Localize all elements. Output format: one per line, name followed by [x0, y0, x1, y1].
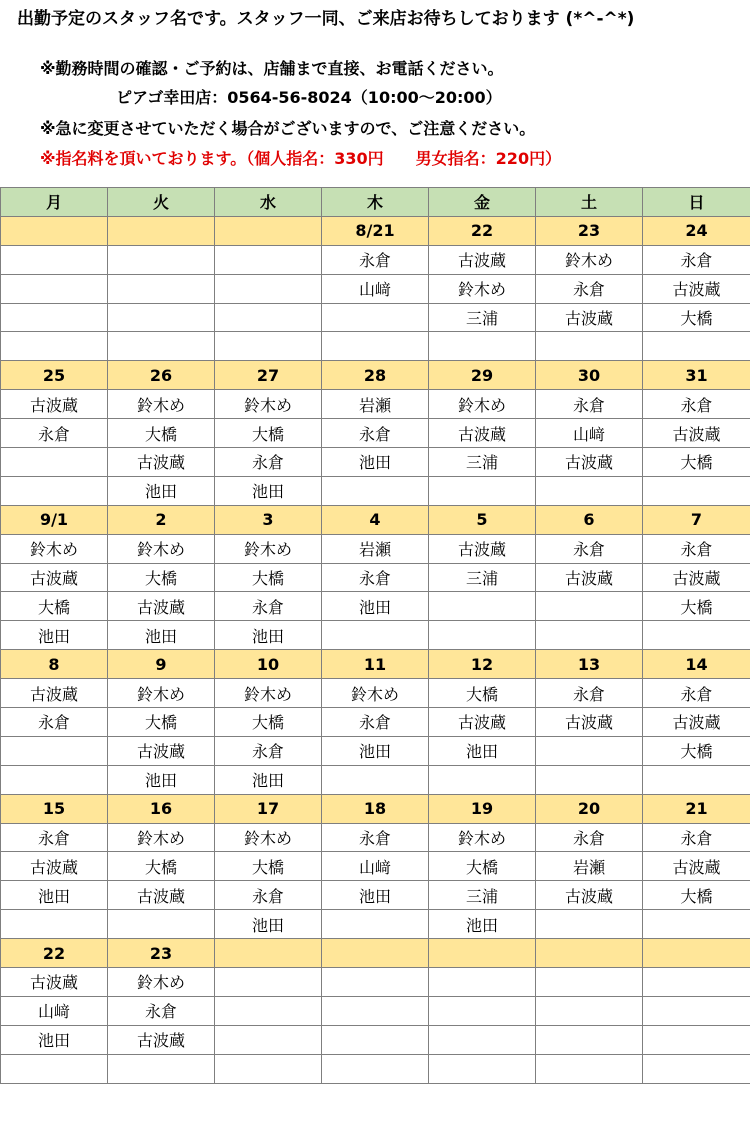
staff-cell: 大橋 [1, 592, 108, 621]
date-cell: 29 [429, 361, 536, 390]
staff-cell: 山﨑 [1, 996, 108, 1025]
date-cell: 9/1 [1, 505, 108, 534]
staff-row [1, 968, 750, 997]
staff-cell: 古波蔵 [536, 881, 643, 910]
staff-cell [536, 968, 643, 997]
staff-cell: 古波蔵 [1, 968, 108, 997]
staff-cell: 古波蔵 [643, 274, 750, 303]
staff-cell: 岩瀬 [536, 852, 643, 881]
weekday-header-cell: 日 [643, 188, 750, 217]
staff-cell [322, 303, 429, 332]
staff-cell [536, 996, 643, 1025]
staff-cell [643, 476, 750, 505]
staff-cell: 永倉 [536, 274, 643, 303]
staff-cell [536, 736, 643, 765]
date-cell: 9 [108, 650, 215, 679]
date-cell [108, 216, 215, 245]
weekday-header-cell: 火 [108, 188, 215, 217]
date-cell: 22 [429, 216, 536, 245]
weekday-header-cell: 木 [322, 188, 429, 217]
staff-cell: 永倉 [215, 881, 322, 910]
staff-cell: 古波蔵 [536, 448, 643, 477]
reservation-notice: ※勤務時間の確認・ご予約は、店舗まで直接、お電話ください。 [40, 59, 504, 78]
staff-cell: 大橋 [643, 592, 750, 621]
staff-cell: 岩瀬 [322, 390, 429, 419]
date-cell: 22 [1, 939, 108, 968]
staff-cell [536, 476, 643, 505]
staff-cell: 永倉 [215, 448, 322, 477]
staff-cell: 鈴木め [322, 679, 429, 708]
staff-cell: 大橋 [108, 563, 215, 592]
staff-cell [643, 968, 750, 997]
staff-cell: 鈴木め [108, 390, 215, 419]
date-cell: 13 [536, 650, 643, 679]
staff-cell [643, 1025, 750, 1054]
date-cell: 5 [429, 505, 536, 534]
weekday-header-cell: 金 [429, 188, 536, 217]
staff-cell: 永倉 [322, 823, 429, 852]
staff-cell: 大橋 [643, 303, 750, 332]
staff-row [1, 708, 750, 737]
staff-cell: 大橋 [215, 419, 322, 448]
staff-cell [322, 476, 429, 505]
staff-cell [429, 476, 536, 505]
staff-cell: 永倉 [1, 419, 108, 448]
date-row [1, 939, 750, 968]
date-cell: 21 [643, 794, 750, 823]
staff-cell: 池田 [108, 476, 215, 505]
staff-cell: 古波蔵 [643, 563, 750, 592]
staff-cell: 古波蔵 [429, 708, 536, 737]
staff-cell [108, 910, 215, 939]
staff-row [1, 621, 750, 650]
staff-row [1, 765, 750, 794]
staff-schedule-table [0, 187, 750, 1084]
staff-cell: 大橋 [643, 736, 750, 765]
date-cell: 19 [429, 794, 536, 823]
staff-cell: 古波蔵 [643, 708, 750, 737]
staff-cell: 古波蔵 [536, 563, 643, 592]
weekday-header-cell: 月 [1, 188, 108, 217]
staff-cell: 三浦 [429, 303, 536, 332]
staff-cell [108, 245, 215, 274]
date-cell: 18 [322, 794, 429, 823]
staff-row [1, 332, 750, 361]
staff-cell [536, 765, 643, 794]
staff-cell [215, 968, 322, 997]
staff-cell: 大橋 [643, 881, 750, 910]
staff-row [1, 390, 750, 419]
date-row [1, 650, 750, 679]
staff-cell: 大橋 [108, 419, 215, 448]
staff-cell [1, 332, 108, 361]
date-cell [215, 216, 322, 245]
staff-row [1, 996, 750, 1025]
staff-cell: 永倉 [536, 823, 643, 852]
date-cell [215, 939, 322, 968]
weekday-header-cell: 水 [215, 188, 322, 217]
staff-cell: 池田 [322, 881, 429, 910]
staff-cell [108, 1054, 215, 1083]
staff-cell: 古波蔵 [536, 708, 643, 737]
staff-cell [1, 303, 108, 332]
staff-cell [215, 996, 322, 1025]
date-row [1, 505, 750, 534]
staff-cell: 鈴木め [108, 968, 215, 997]
date-cell: 2 [108, 505, 215, 534]
staff-cell: 古波蔵 [108, 448, 215, 477]
staff-row [1, 852, 750, 881]
staff-cell: 古波蔵 [108, 881, 215, 910]
staff-cell [322, 621, 429, 650]
staff-cell: 永倉 [322, 245, 429, 274]
staff-cell: 池田 [215, 765, 322, 794]
staff-cell: 池田 [108, 765, 215, 794]
date-cell: 28 [322, 361, 429, 390]
staff-cell: 鈴木め [429, 274, 536, 303]
staff-cell: 三浦 [429, 448, 536, 477]
staff-cell [1, 765, 108, 794]
staff-row [1, 823, 750, 852]
staff-cell [322, 996, 429, 1025]
date-cell [536, 939, 643, 968]
staff-cell [536, 910, 643, 939]
staff-row [1, 476, 750, 505]
staff-cell: 古波蔵 [108, 1025, 215, 1054]
staff-cell: 池田 [215, 910, 322, 939]
staff-cell [108, 303, 215, 332]
staff-cell [215, 274, 322, 303]
staff-cell: 池田 [1, 621, 108, 650]
date-cell [429, 939, 536, 968]
staff-cell: 鈴木め [429, 390, 536, 419]
change-notice: ※急に変更させていただく場合がございますので、ご注意ください。 [40, 119, 536, 138]
staff-cell: 永倉 [1, 823, 108, 852]
staff-cell: 古波蔵 [429, 245, 536, 274]
date-cell: 23 [536, 216, 643, 245]
staff-row [1, 1025, 750, 1054]
staff-row [1, 592, 750, 621]
staff-cell: 池田 [1, 881, 108, 910]
staff-cell: 三浦 [429, 881, 536, 910]
date-row [1, 794, 750, 823]
staff-cell [322, 910, 429, 939]
staff-cell [643, 1054, 750, 1083]
staff-row [1, 448, 750, 477]
date-cell: 17 [215, 794, 322, 823]
staff-cell: 鈴木め [1, 534, 108, 563]
staff-cell: 岩瀬 [322, 534, 429, 563]
staff-cell: 永倉 [322, 419, 429, 448]
staff-cell [643, 332, 750, 361]
staff-cell [429, 996, 536, 1025]
staff-cell: 永倉 [215, 736, 322, 765]
staff-cell [322, 765, 429, 794]
staff-cell: 古波蔵 [429, 419, 536, 448]
staff-cell: 永倉 [215, 592, 322, 621]
staff-cell [108, 274, 215, 303]
date-row [1, 361, 750, 390]
date-cell: 12 [429, 650, 536, 679]
staff-cell: 大橋 [108, 852, 215, 881]
staff-cell: 池田 [215, 621, 322, 650]
staff-row [1, 534, 750, 563]
weekday-header-row [1, 188, 750, 217]
staff-cell [643, 765, 750, 794]
staff-cell: 鈴木め [215, 534, 322, 563]
staff-cell [536, 592, 643, 621]
date-cell: 8 [1, 650, 108, 679]
staff-cell: 山﨑 [536, 419, 643, 448]
staff-cell: 鈴木め [108, 679, 215, 708]
date-cell: 24 [643, 216, 750, 245]
staff-cell [215, 303, 322, 332]
staff-cell: 古波蔵 [643, 852, 750, 881]
staff-cell: 鈴木め [215, 390, 322, 419]
staff-cell [1, 476, 108, 505]
staff-row [1, 563, 750, 592]
staff-cell: 大橋 [215, 563, 322, 592]
staff-cell [215, 1054, 322, 1083]
staff-cell [536, 1025, 643, 1054]
date-cell [322, 939, 429, 968]
staff-cell: 古波蔵 [536, 303, 643, 332]
staff-cell: 鈴木め [536, 245, 643, 274]
staff-cell: 古波蔵 [429, 534, 536, 563]
staff-cell: 永倉 [643, 823, 750, 852]
staff-cell: 三浦 [429, 563, 536, 592]
date-cell: 31 [643, 361, 750, 390]
staff-cell [536, 332, 643, 361]
staff-cell [536, 621, 643, 650]
date-row [1, 216, 750, 245]
staff-cell: 永倉 [1, 708, 108, 737]
staff-cell: 池田 [322, 448, 429, 477]
staff-cell: 鈴木め [108, 823, 215, 852]
staff-row [1, 1054, 750, 1083]
staff-cell [643, 910, 750, 939]
staff-cell: 永倉 [322, 708, 429, 737]
staff-cell: 永倉 [643, 534, 750, 563]
staff-cell: 永倉 [643, 390, 750, 419]
staff-cell [429, 765, 536, 794]
date-cell: 20 [536, 794, 643, 823]
staff-cell [322, 332, 429, 361]
date-cell: 14 [643, 650, 750, 679]
date-cell: 6 [536, 505, 643, 534]
staff-cell [1, 910, 108, 939]
store-phone: ピアゴ幸田店：0564-56-8024（10:00～20:00） [116, 88, 502, 107]
staff-cell [108, 332, 215, 361]
date-cell [1, 216, 108, 245]
staff-cell [429, 1054, 536, 1083]
staff-cell: 池田 [215, 476, 322, 505]
staff-cell: 山﨑 [322, 274, 429, 303]
staff-cell [536, 1054, 643, 1083]
staff-cell: 池田 [108, 621, 215, 650]
staff-cell: 池田 [429, 736, 536, 765]
staff-cell: 鈴木め [215, 823, 322, 852]
staff-row [1, 419, 750, 448]
staff-cell [215, 245, 322, 274]
staff-cell [1, 245, 108, 274]
staff-cell [215, 1025, 322, 1054]
notice-header [0, 0, 750, 187]
staff-cell [1, 448, 108, 477]
staff-cell: 古波蔵 [643, 419, 750, 448]
date-cell: 16 [108, 794, 215, 823]
staff-cell: 大橋 [429, 852, 536, 881]
staff-cell: 鈴木め [429, 823, 536, 852]
staff-cell: 永倉 [643, 245, 750, 274]
staff-row [1, 245, 750, 274]
staff-cell: 山﨑 [322, 852, 429, 881]
staff-cell: 池田 [322, 736, 429, 765]
staff-cell [1, 274, 108, 303]
staff-row [1, 910, 750, 939]
staff-cell: 大橋 [643, 448, 750, 477]
date-cell: 26 [108, 361, 215, 390]
nomination-fee-notice: ※指名料を頂いております。（個人指名：330円 男女指名：220円） [40, 149, 562, 168]
staff-cell: 大橋 [429, 679, 536, 708]
staff-cell: 池田 [322, 592, 429, 621]
staff-cell: 古波蔵 [108, 592, 215, 621]
staff-cell [429, 592, 536, 621]
date-cell: 15 [1, 794, 108, 823]
staff-cell: 永倉 [643, 679, 750, 708]
staff-row [1, 679, 750, 708]
staff-cell [215, 332, 322, 361]
date-cell: 25 [1, 361, 108, 390]
staff-cell [429, 1025, 536, 1054]
staff-cell: 大橋 [215, 708, 322, 737]
staff-cell: 古波蔵 [108, 736, 215, 765]
staff-cell: 大橋 [215, 852, 322, 881]
staff-cell: 鈴木め [108, 534, 215, 563]
date-cell: 3 [215, 505, 322, 534]
weekday-header-cell: 土 [536, 188, 643, 217]
staff-cell: 大橋 [108, 708, 215, 737]
date-cell: 23 [108, 939, 215, 968]
staff-cell: 永倉 [536, 390, 643, 419]
date-cell: 30 [536, 361, 643, 390]
staff-cell: 池田 [429, 910, 536, 939]
staff-cell [322, 1025, 429, 1054]
staff-cell [429, 621, 536, 650]
date-cell: 27 [215, 361, 322, 390]
staff-cell: 古波蔵 [1, 563, 108, 592]
staff-cell: 永倉 [536, 534, 643, 563]
staff-cell [1, 1054, 108, 1083]
staff-cell [429, 332, 536, 361]
staff-row [1, 736, 750, 765]
staff-cell [643, 996, 750, 1025]
staff-cell [322, 1054, 429, 1083]
page-title: 出勤予定のスタッフ名です。スタッフ一同、ご来店お待ちしております (*^-^*) [17, 9, 635, 29]
staff-cell: 池田 [1, 1025, 108, 1054]
staff-cell [322, 968, 429, 997]
date-cell: 7 [643, 505, 750, 534]
staff-cell [429, 968, 536, 997]
date-cell [643, 939, 750, 968]
staff-cell: 古波蔵 [1, 852, 108, 881]
staff-cell: 永倉 [322, 563, 429, 592]
staff-cell: 古波蔵 [1, 390, 108, 419]
date-cell: 10 [215, 650, 322, 679]
date-cell: 8/21 [322, 216, 429, 245]
staff-cell [643, 621, 750, 650]
staff-cell: 古波蔵 [1, 679, 108, 708]
staff-row [1, 274, 750, 303]
staff-cell: 永倉 [108, 996, 215, 1025]
staff-cell: 鈴木め [215, 679, 322, 708]
date-cell: 11 [322, 650, 429, 679]
date-cell: 4 [322, 505, 429, 534]
staff-row [1, 303, 750, 332]
staff-row [1, 881, 750, 910]
staff-cell: 永倉 [536, 679, 643, 708]
staff-cell [1, 736, 108, 765]
